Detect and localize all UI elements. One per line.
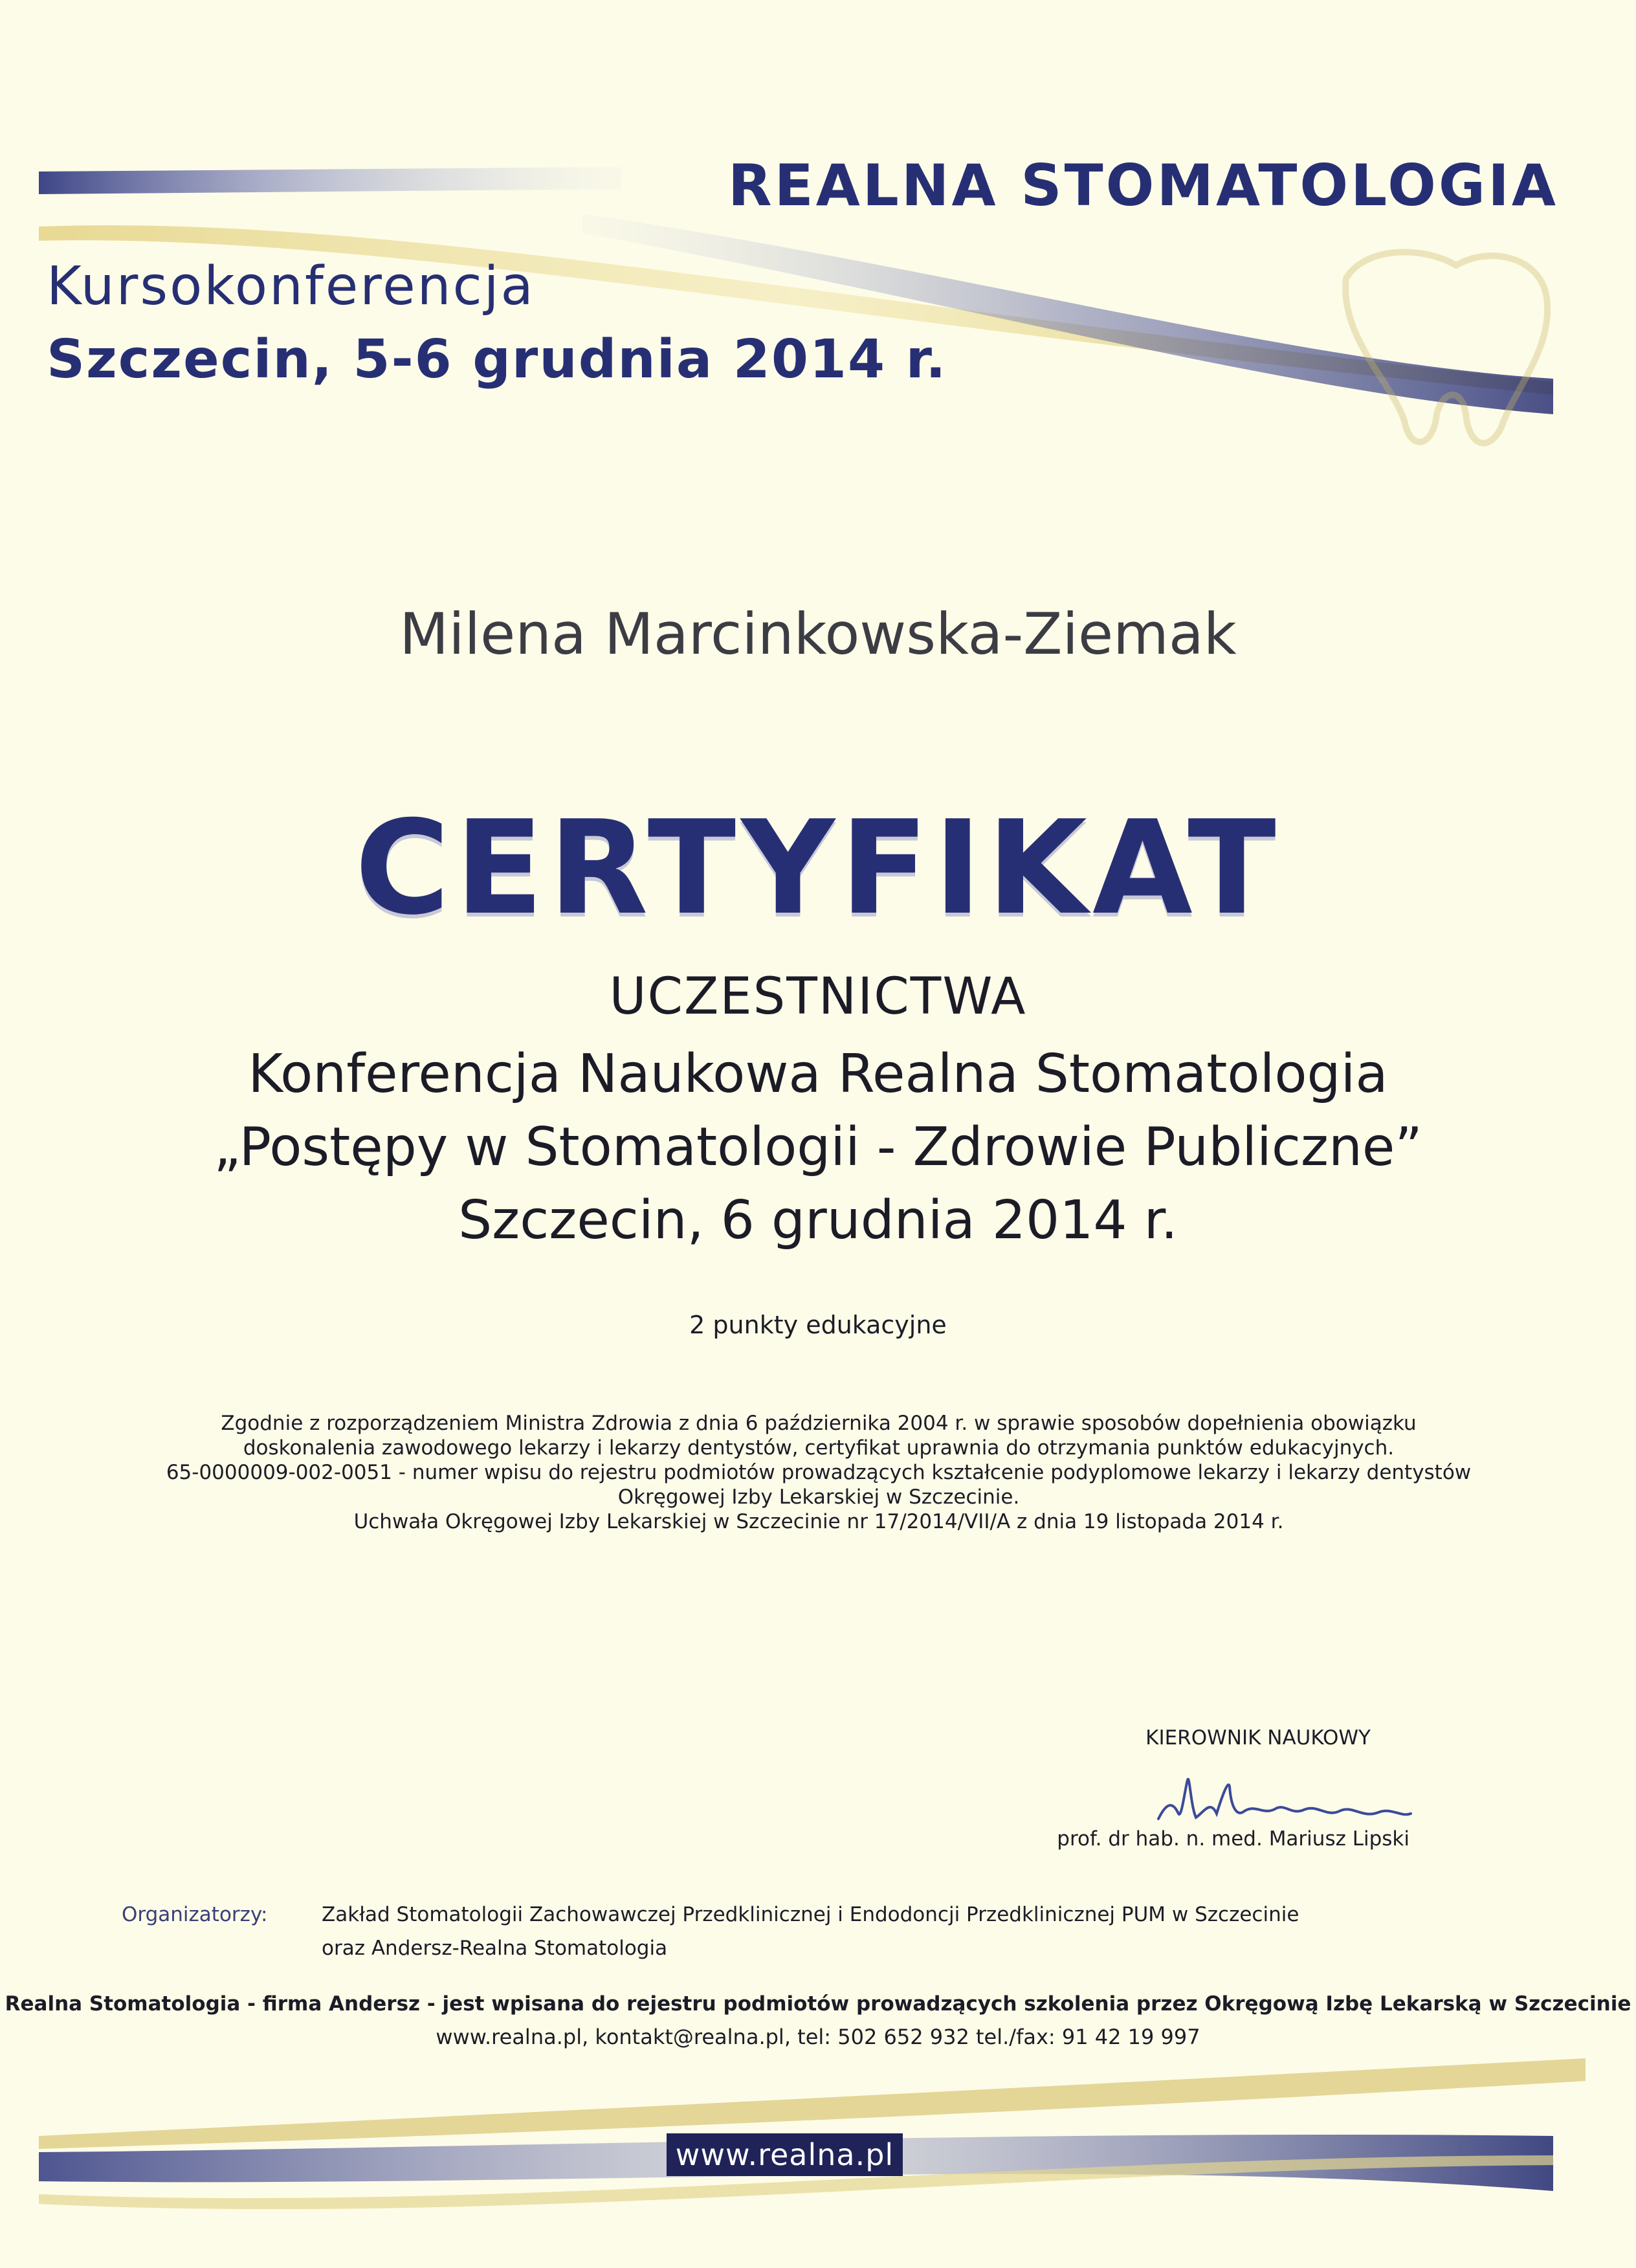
top-blue-swoosh bbox=[39, 167, 621, 194]
legal-line: Uchwała Okręgowej Izby Lekarskiej w Szczecinie nr 17/2014/VII/A z dnia 19 listopada 2014 r. bbox=[353, 1510, 1284, 1533]
participant-name: Milena Marcinkowska-Ziemak bbox=[399, 601, 1237, 667]
conference-place-date: Szczecin, 6 grudnia 2014 r. bbox=[458, 1190, 1178, 1251]
website-badge: www.realna.pl bbox=[667, 2133, 903, 2176]
contact-info: www.realna.pl, kontakt@realna.pl, tel: 502 652 932 tel./fax: 91 42 19 997 bbox=[436, 2025, 1200, 2049]
event-type: Kursokonferencja bbox=[47, 256, 535, 317]
legal-line: Zgodnie z rozporządzeniem Ministra Zdrowia z dnia 6 października 2004 r. w sprawie sposobów dopełnienia obowiązku bbox=[221, 1412, 1417, 1435]
organizer-line: Zakład Stomatologii Zachowawczej Przedklinicznej i Endodoncji Przedklinicznej PUM w Szczecinie bbox=[322, 1903, 1299, 1926]
handwritten-signature bbox=[1145, 1767, 1417, 1832]
education-points: 2 punkty edukacyjne bbox=[689, 1311, 947, 1339]
signatory-role: KIEROWNIK NAUKOWY bbox=[1145, 1726, 1371, 1750]
organizer-line: oraz Andersz-Realna Stomatologia bbox=[322, 1937, 668, 1960]
legal-notice bbox=[116, 1411, 1521, 1534]
certificate-title: CERTYFIKAT bbox=[355, 793, 1281, 944]
event-place-date: Szczecin, 5-6 grudnia 2014 r. bbox=[47, 329, 947, 390]
signatory-name: prof. dr hab. n. med. Mariusz Lipski bbox=[1057, 1827, 1409, 1851]
legal-line: 65-0000009-002-0051 - numer wpisu do rejestru podmiotów prowadzących kształcenie podyplomowe lekarzy i lekarzy dentystów bbox=[166, 1461, 1472, 1484]
tooth-watermark-icon bbox=[1345, 252, 1547, 443]
organizers-label: Organizatorzy: bbox=[122, 1903, 268, 1926]
conference-name: Konferencja Naukowa Realna Stomatologia bbox=[248, 1043, 1388, 1105]
conference-theme: „Postępy w Stomatologii - Zdrowie Publiczne” bbox=[214, 1117, 1422, 1178]
registry-statement: Realna Stomatologia - firma Andersz - jest wpisana do rejestru podmiotów prowadzących szkolenia przez Okręgową Izbę Lekarską w Szczecinie bbox=[5, 1992, 1631, 2016]
legal-line: Okręgowej Izby Lekarskiej w Szczecinie. bbox=[617, 1485, 1020, 1509]
legal-line: doskonalenia zawodowego lekarzy i lekarzy dentystów, certyfikat uprawnia do otrzymania punktów edukacyjnych. bbox=[243, 1436, 1395, 1460]
certificate-subtitle: UCZESTNICTWA bbox=[609, 968, 1027, 1026]
brand-title: REALNA STOMATOLOGIA bbox=[727, 152, 1558, 219]
